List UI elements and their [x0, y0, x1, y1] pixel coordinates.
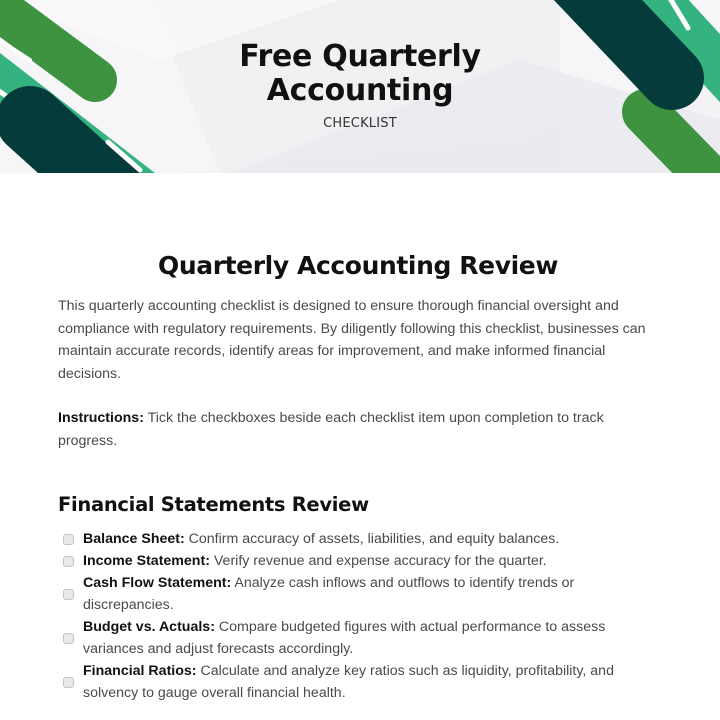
instructions-text: Tick the checkboxes beside each checklist item upon completion to track progress.	[58, 410, 604, 449]
intro-paragraph: This quarterly accounting checklist is designed to ensure thorough financial oversight and compliance with regulatory requirements. By diligently following this checklist, businesses can maintain accurate records, identify areas for improvement, and make informed financial decisions.	[58, 298, 646, 382]
checklist-item-text	[83, 572, 664, 616]
banner-title-line-1: Free Quarterly	[239, 39, 481, 74]
header-banner	[0, 0, 720, 173]
document-title: Quarterly Accounting Review	[157, 251, 559, 280]
item-label: Income Statement:	[83, 553, 210, 569]
document-body	[58, 248, 664, 704]
item-label: Balance Sheet:	[83, 531, 185, 547]
checkbox[interactable]	[63, 677, 74, 688]
checkbox[interactable]	[63, 589, 74, 600]
item-description: Calculate and analyze key ratios such as liquidity, profitability, and solvency to gauge overall financial health.	[83, 663, 614, 701]
banner-title	[0, 40, 720, 108]
checkbox[interactable]	[63, 534, 74, 545]
item-description: Analyze cash inflows and outflows to identify trends or discrepancies.	[83, 575, 575, 613]
instructions-paragraph	[58, 407, 664, 452]
item-label: Cash Flow Statement:	[83, 575, 232, 591]
checklist-item-text	[83, 660, 664, 704]
banner-subtitle: CHECKLIST	[323, 116, 397, 131]
instructions-label: Instructions:	[58, 410, 144, 426]
checkbox[interactable]	[63, 633, 74, 644]
checklist-item-text	[83, 528, 664, 550]
item-description: Confirm accuracy of assets, liabilities, and equity balances.	[184, 531, 560, 547]
financial-statements-checklist	[58, 528, 664, 704]
checklist-item-income-statement	[58, 550, 664, 572]
checklist-item-budget-vs-actuals	[58, 616, 664, 660]
item-label: Financial Ratios:	[83, 663, 197, 679]
checklist-item-balance-sheet	[58, 528, 664, 550]
banner-title-line-2: Accounting	[266, 73, 454, 108]
section-title-financial-statements: Financial Statements Review	[58, 493, 369, 516]
item-description: Compare budgeted figures with actual performance to assess variances and adjust forecasts accordingly.	[83, 619, 606, 657]
checklist-item-text	[83, 550, 664, 572]
checkbox[interactable]	[63, 556, 74, 567]
item-description: Verify revenue and expense accuracy for the quarter.	[209, 553, 547, 569]
item-label: Budget vs. Actuals:	[83, 619, 215, 635]
checklist-item-cash-flow-statement	[58, 572, 664, 616]
checklist-item-text	[83, 616, 664, 660]
checklist-item-financial-ratios	[58, 660, 664, 704]
